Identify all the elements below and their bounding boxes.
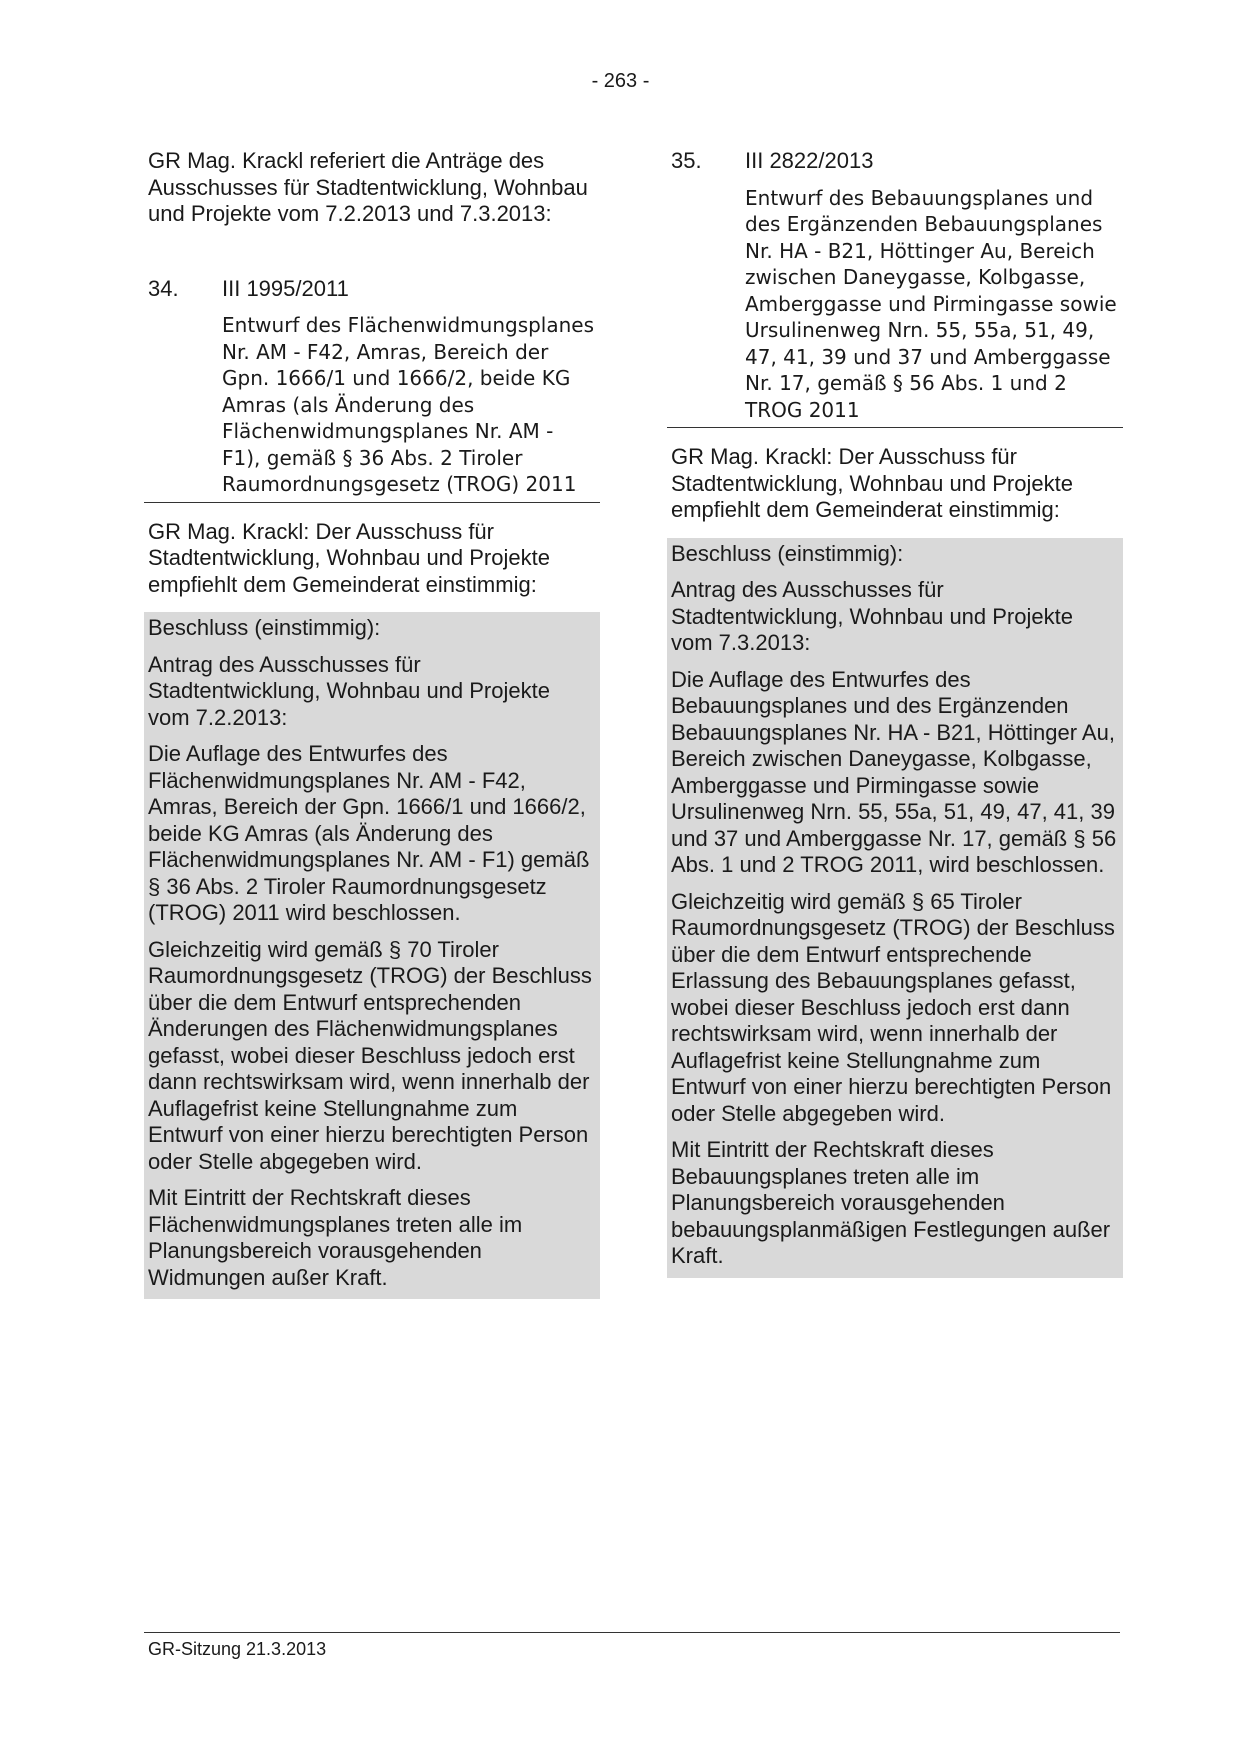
footer-divider [144, 1632, 1120, 1633]
right-column [667, 148, 1123, 1278]
decision-paragraph: Gleichzeitig wird gemäß § 65 Tiroler Raumordnungsgesetz (TROG) der Beschluss über die dem Entwurf entsprechende Erlassung des Bebauungsplanes gefasst, wobei dieser Beschluss jedoch erst dann rechtswirksam wird, wenn innerhalb der Auflagefrist keine Stellungnahme zum Entwurf von einer hierzu berechtigten Person oder Stelle abgegeben wird. [671, 888, 1115, 1126]
decision-paragraph: Gleichzeitig wird gemäß § 70 Tiroler Raumordnungsgesetz (TROG) der Beschluss über die dem Entwurf entsprechenden Änderungen des Flächenwidmungsplanes gefasst, wobei dieser Beschluss jedoch erst dann rechtswirksam wird, wenn innerhalb der Auflagefrist keine Stellungnahme zum Entwurf von einer hierzu berechtigten Person oder Stelle abgegeben wird. [148, 936, 592, 1174]
decision-application: Antrag des Ausschusses für Stadtentwicklung, Wohnbau und Projekte vom 7.3.2013: [671, 577, 1073, 655]
decision-box [144, 612, 600, 1299]
committee-motion: GR Mag. Krackl: Der Ausschuss für Stadtentwicklung, Wohnbau und Projekte empfiehlt dem Gemeinderat einstimmig: [671, 444, 1073, 522]
decision-box [667, 538, 1123, 1278]
decision-paragraph: Die Auflage des Entwurfes des Flächenwidmungsplanes Nr. AM - F42, Amras, Bereich der Gpn. 1666/1 und 1666/2, beide KG Amras (als Änderung des Flächenwidmungsplanes Nr. AM - F1) gemäß § 36 Abs. 2 Tiroler Raumordnungsgesetz (TROG) 2011 wird beschlossen. [148, 741, 590, 925]
agenda-item-35-header [667, 148, 1123, 175]
committee-motion: GR Mag. Krackl: Der Ausschuss für Stadtentwicklung, Wohnbau und Projekte empfiehlt dem Gemeinderat einstimmig: [148, 518, 550, 597]
decision-heading: Beschluss (einstimmig): [148, 615, 381, 640]
agenda-item-title: Entwurf des Flächenwidmungsplanes Nr. AM - F42, Amras, Bereich der Gpn. 1666/1 und 1666/2, beide KG Amras (als Änderung des Flächenwidmungsplanes Nr. AM - F1), gemäß § 36 Abs. 2 Tiroler Raumordnungsgesetz (TROG) 2011 [222, 313, 595, 496]
agenda-item-reference: III 1995/2011 [222, 275, 349, 301]
agenda-item-number: 35. [671, 148, 702, 173]
agenda-item-34-header [144, 276, 600, 303]
decision-paragraph: Die Auflage des Entwurfes des Bebauungsplanes und des Ergänzenden Bebauungsplanes Nr. HA - B21, Höttinger Au, Bereich zwischen Daneygasse, Kolbgasse, Amberggasse und Pirmingasse sowie Ursulinenweg Nrn. 55, 55a, 51, 49, 47, 41, 39 und 37 und Amberggasse Nr. 17, gemäß § 56 Abs. 1 und 2 TROG 2011, wird beschlossen. [671, 666, 1117, 877]
section-divider [667, 427, 1123, 428]
intro-paragraph: GR Mag. Krackl referiert die Anträge des Ausschusses für Stadtentwicklung, Wohnbau und Projekte vom 7.2.2013 und 7.3.2013: [148, 148, 588, 226]
decision-paragraph: Mit Eintritt der Rechtskraft dieses Bebauungsplanes treten alle im Planungsbereich vorausgehenden bebauungsplanmäßigen Festlegungen außer Kraft. [671, 1137, 1111, 1268]
section-divider [144, 502, 600, 503]
agenda-item-title: Entwurf des Bebauungsplanes und des Ergänzenden Bebauungsplanes Nr. HA - B21, Höttinger Au, Bereich zwischen Daneygasse, Kolbgasse, Amberggasse und Pirmingasse sowie Ursulinenweg Nrn. 55, 55a, 51, 49, 47, 41, 39 und 37 und Amberggasse Nr. 17, gemäß § 56 Abs. 1 und 2 TROG 2011 [745, 185, 1117, 422]
footer-session-date: GR-Sitzung 21.3.2013 [148, 1639, 327, 1659]
agenda-item-reference: III 2822/2013 [745, 148, 874, 173]
decision-paragraph: Mit Eintritt der Rechtskraft dieses Flächenwidmungsplanes treten alle im Planungsbereich vorausgehenden Widmungen außer Kraft. [148, 1185, 523, 1290]
page-number: - 263 - [591, 70, 650, 92]
decision-application: Antrag des Ausschusses für Stadtentwicklung, Wohnbau und Projekte vom 7.2.2013: [148, 651, 550, 730]
left-column [144, 148, 600, 1299]
agenda-item-number: 34. [148, 275, 179, 301]
decision-heading: Beschluss (einstimmig): [671, 540, 904, 566]
